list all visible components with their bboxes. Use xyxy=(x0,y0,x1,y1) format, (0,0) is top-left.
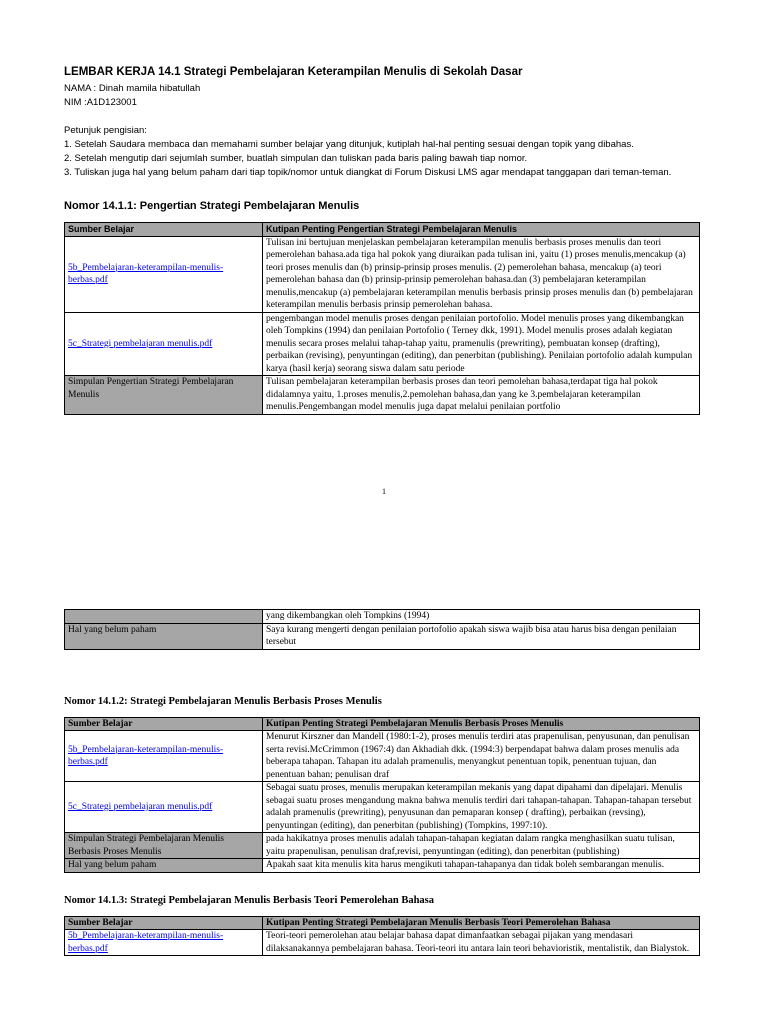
source-link[interactable]: 5c_Strategi pembelajaran menulis.pdf xyxy=(68,801,213,812)
source-link[interactable]: 5b_Pembelajaran-keterampilan-menulis-berbas.pdf xyxy=(68,744,224,767)
table-header-row xyxy=(65,223,700,237)
section2-table xyxy=(64,717,700,873)
column-header: Sumber Belajar xyxy=(65,916,263,930)
summary-text-continued: yang dikembangkan oleh Tompkins (1994) xyxy=(263,610,700,624)
instruction-item: 2. Setelah mengutip dari sejumlah sumber, buatlah simpulan dan tuliskan pada baris paling bawah tiap nomor. xyxy=(64,153,528,164)
source-cell xyxy=(65,782,263,833)
source-cell xyxy=(65,236,263,312)
unclear-row xyxy=(65,623,700,649)
student-name: NAMA : Dinah mamila hibatullah xyxy=(64,83,201,94)
quote-cell: Sebagai suatu proses, menulis merupakan keterampilan mekanis yang dapat dipahami dan dipelajari. Menulis sebagai suatu proses mengandung makna bahwa menulis terdiri dari tahapan-tahapan. Tahapan-tahapan tersebut adalah pramenulis (prewriting), penyusunan dan pemaparan konsep ( drafting), perbaikan (revsing), penyuntingan (editing), dan penerbitan (publishing) (Tompkins, 1997:10). xyxy=(263,782,700,833)
document-title: LEMBAR KERJA 14.1 Strategi Pembelajaran Keterampilan Menulis di Sekolah Dasar xyxy=(64,66,523,78)
source-cell xyxy=(65,312,263,376)
section3-table xyxy=(64,916,700,957)
document-page-1 xyxy=(64,66,704,415)
quote-cell: Teori-teori pemerolehan atau belajar bahasa dapat dimanfaatkan sebagai pijakan yang mendasari dilaksanakannya pembelajaran bahasa. Teori-teori itu antara lain teori behavioristik, mentalistik, dan Bialystok. xyxy=(263,930,700,956)
source-link[interactable]: 5b_Pembelajaran-keterampilan-menulis-berbas.pdf xyxy=(68,931,224,954)
summary-label: Simpulan Pengertian Strategi Pembelajaran Menulis xyxy=(65,376,263,415)
unclear-text: Apakah saat kita menulis kita harus mengikuti tahapan-tahapanya dan tidak boleh sembarangan menulis. xyxy=(263,859,700,873)
unclear-label: Hal yang belum paham xyxy=(65,623,263,649)
section-title: Nomor 14.1.3: Strategi Pembelajaran Menulis Berbasis Teori Pemerolehan Bahasa xyxy=(64,894,435,906)
summary-row xyxy=(65,833,700,859)
table-row xyxy=(65,782,700,833)
unclear-label: Hal yang belum paham xyxy=(65,859,263,873)
table-row xyxy=(65,312,700,376)
instruction-item: 1. Setelah Saudara membaca dan memahami sumber belajar yang ditunjuk, kutiplah hal-hal penting sesuai dengan topik yang dibahas. xyxy=(64,139,634,150)
summary-row-continued xyxy=(65,610,700,624)
unclear-text: Saya kurang mengerti dengan penilaian portofolio apakah siswa wajib bisa atau harus bisa dengan penilaian tersebut xyxy=(263,623,700,649)
column-header: Kutipan Penting Strategi Pembelajaran Menulis Berbasis Proses Menulis xyxy=(263,717,700,731)
table-row xyxy=(65,236,700,312)
table-header-row xyxy=(65,916,700,930)
quote-cell: Menurut Kirszner dan Mandell (1980:1-2), proses menulis terdiri atas prapenulisan, penyusunan, dan penulisan serta revisi.McCrimmon (1967:4) dan Akhadiah dkk. (1994:3) berpendapat bahwa dalam proses menulis ada beberapa tahapan. Tahapan itu adalah pramenulis, menyangkut penentuan topik, penentuan tujuan, dan penentuan bahan; penulisan draf xyxy=(263,731,700,782)
quote-cell: Tulisan ini bertujuan menjelaskan pembelajaran keterampilan menulis berbasis proses menulis dan teori pemerolehan bahasa.ada tiga hal pokok yang diuraikan pada tulisan ini, yaitu (1) proses menulis,mencakup (a) teori proses menulis dan (b) prinsip-prinsip proses menulis. (2) pemerolehan bahasa, mencakup (a) teori pemerolehan bahasa dan (b) prinsip-prinsip pemerolehan bahasa.dan (3) pembelajaran keterampilan menulis,mencakup (a) pembelajaran keterampilan menulis berbasis prinsip proses menulis dan (b) pembelajaran keterampilan menulis berbasis prinsip pemerolehan bahasa. xyxy=(263,236,700,312)
source-link[interactable]: 5b_Pembelajaran-keterampilan-menulis-berbas.pdf xyxy=(68,262,224,285)
table-row xyxy=(65,930,700,956)
quote-cell: pengembangan model menulis proses dengan penilaian portofolio. Model menulis proses yang dikembangkan oleh Tompkins (1994) dan penilaian Portofolio ( Terney dkk, 1991). Model menulis proses adalah kegiatan menulis secara proses melalui tahap-tahap yaitu, pramenulis (prewriting), pembuatan konsep (drafting), perbaikan (revising), penyuntingan (editing), dan penerbitan (publishing). Penilaian portofolio adalah kumpulan karya (hasil kerja) seorang siswa dalam satu periode xyxy=(263,312,700,376)
student-nim: NIM :A1D123001 xyxy=(64,97,137,108)
section-title: Nomor 14.1.2: Strategi Pembelajaran Menulis Berbasis Proses Menulis xyxy=(64,695,382,707)
table-row xyxy=(65,731,700,782)
summary-row xyxy=(65,376,700,415)
column-header: Kutipan Penting Strategi Pembelajaran Menulis Berbasis Teori Pemerolehan Bahasa xyxy=(263,916,700,930)
unclear-row xyxy=(65,859,700,873)
column-header: Sumber Belajar xyxy=(65,223,263,237)
document-page-2 xyxy=(64,609,704,956)
section1-table-continued xyxy=(64,609,700,650)
page-number: 1 xyxy=(382,487,386,496)
section-title: Nomor 14.1.1: Pengertian Strategi Pembelajaran Menulis xyxy=(64,200,360,212)
column-header: Kutipan Penting Pengertian Strategi Pembelajaran Menulis xyxy=(263,223,700,237)
summary-label: Simpulan Strategi Pembelajaran Menulis Berbasis Proses Menulis xyxy=(65,833,263,859)
table-header-row xyxy=(65,717,700,731)
instruction-item: 3. Tuliskan juga hal yang belum paham dari tiap topik/nomor untuk diangkat di Forum Diskusi LMS agar mendapat tanggapan dari teman-teman. xyxy=(64,167,672,178)
source-cell xyxy=(65,930,263,956)
source-link[interactable]: 5c_Strategi pembelajaran menulis.pdf xyxy=(68,338,213,349)
section1-table xyxy=(64,222,700,415)
summary-label-continued xyxy=(65,610,263,624)
summary-text: pada hakikatnya proses menulis adalah tahapan-tahapan kegiatan dalam rangka menghasilkan suatu tulisan, yaitu prapenulisan, penulisan draf,revisi, penyuntingan (editing), dan penerbitan (publishing) xyxy=(263,833,700,859)
column-header: Sumber Belajar xyxy=(65,717,263,731)
instructions-heading: Petunjuk pengisian: xyxy=(64,125,147,136)
source-cell xyxy=(65,731,263,782)
summary-text: Tulisan pembelajaran keterampilan berbasis proses dan teori pemolehan bahasa,terdapat tiga hal pokok didalamnya yaitu, 1.proses menulis,2.pemolehan bahasa,dan yang ke 3.pembelajaran keterampilan menulis.Pengembangan model menulis juga dapat melalui penilaian portfolio xyxy=(263,376,700,415)
